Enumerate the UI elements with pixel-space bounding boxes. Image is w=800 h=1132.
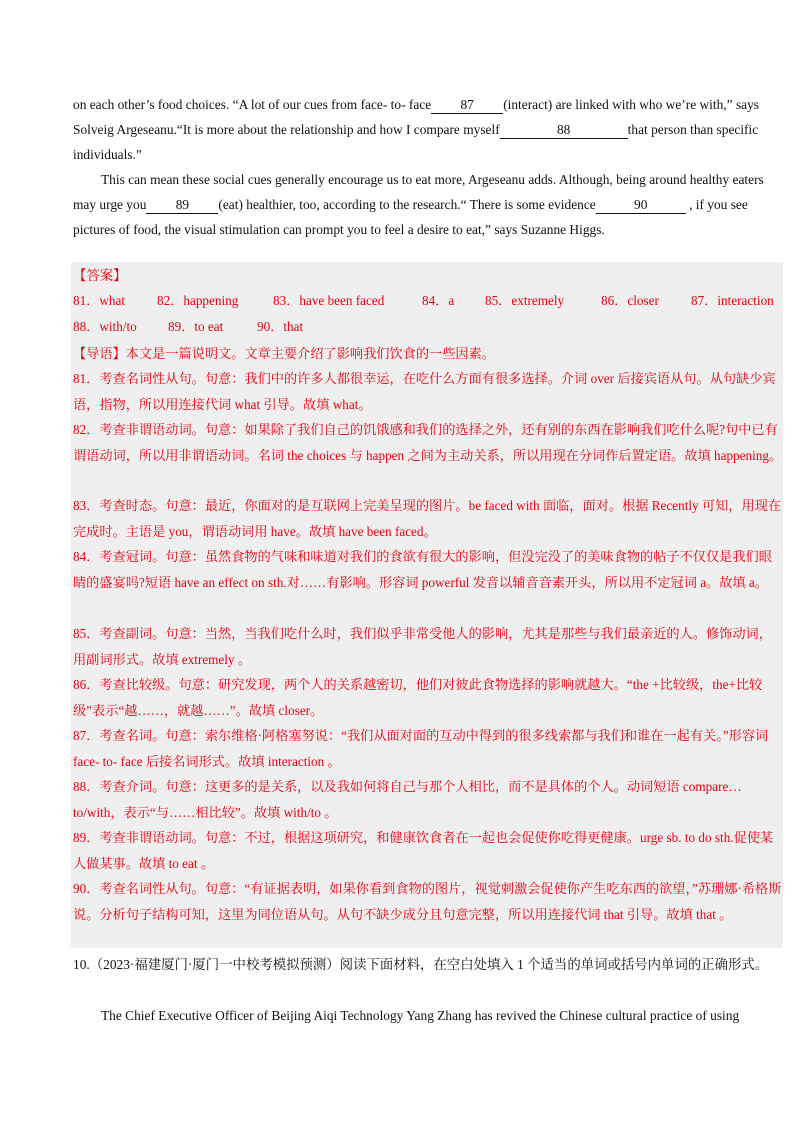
blank-87: 87 — [431, 97, 503, 114]
blank-90: 90 — [596, 197, 686, 214]
passage-text: , if you see pictures of food, the visual stimulation can prompt you to feel a desire to eat,” says Suzanne Higgs. — [73, 197, 748, 237]
question-10-passage: The Chief Executive Officer of Beijing Aiqi Technology Yang Zhang has revived the Chinese cultural practice of using — [101, 1008, 740, 1023]
explanation-88: 88．考查介词。句意：这更多的是关系，以及我如何将自己与那个人相比，而不是具体的个人。动词短语 compare…to/with，表示“与……相比较”。故填 with/to 。 — [73, 779, 742, 820]
passage-text: This can mean these social cues generally encourage us to eat more, Argeseanu adds. Although, being around healthy eaters may urge you — [73, 172, 764, 212]
explanation-86: 86．考查比较级。句意：研究发现，两个人的关系越密切，他们对彼此食物选择的影响就越大。“the +比较级，the+比较级”表示“越……，就越……”。故填 closer。 — [73, 677, 763, 718]
answer-81: 81．what — [73, 293, 126, 308]
passage-text: that person than specific individuals.” — [73, 122, 759, 162]
answer-88: 88．with/to — [73, 319, 137, 334]
explanation-84: 84．考查冠词。句意：虽然食物的气味和味道对我们的食欲有很大的影响，但没完没了的美味食物的帖子不仅仅是我们眼睛的盛宴吗?短语 have an effect on sth.对……有影响。形容词 powerful 发音以辅音音素开头，所以用不定冠词 a。故填 a。 — [73, 549, 772, 590]
explanation-87: 87．考查名词。句意：索尔维格·阿格塞努说：“我们从面对面的互动中得到的很多线索都与我们和谁在一起有关。”形容词 face- to- face 后接名词形式。故填 interaction 。 — [73, 728, 769, 769]
guide-text: 【导语】本文是一篇说明文。文章主要介绍了影响我们饮食的一些因素。 — [73, 346, 495, 361]
explanation-90: 90．考查名词性从句。句意：“有证据表明，如果你看到食物的图片，视觉刺激会促使你产生吃东西的欲望，”苏珊娜·希格斯说。分析句子结构可知，这里为同位语从句。从句不缺少成分且句意完整，所以用连接代词 that 引导。故填 that 。 — [73, 881, 782, 922]
passage-text: (eat) healthier, too, according to the research.“ There is some evidence — [218, 197, 596, 212]
answer-90: 90．that — [257, 319, 304, 334]
answer-86: 86．closer — [601, 293, 659, 308]
explanation-82: 82．考查非谓语动词。句意：如果除了我们自己的饥饿感和我们的选择之外，还有别的东西在影响我们吃什么呢?句中已有谓语动词，所以用非谓语动词。名词 the choices 与 happen 之间为主动关系，所以用现在分词作后置定语。故填 happening。 — [73, 422, 783, 463]
answer-87: 87．interaction — [691, 293, 774, 308]
blank-88: 88 — [500, 122, 628, 139]
answer-83: 83．have been faced — [273, 293, 385, 308]
answer-82: 82．happening — [157, 293, 239, 308]
passage-text: on each other’s food choices. “A lot of our cues from face- to- face — [73, 97, 432, 112]
answer-89: 89．to eat — [168, 319, 224, 334]
explanation-81: 81．考查名词性从句。句意：我们中的许多人都很幸运，在吃什么方面有很多选择。介词 over 后接宾语从句。从句缺少宾语，指物，所以用连接代词 what 引导。故填 what。 — [73, 371, 776, 412]
blank-89: 89 — [146, 197, 218, 214]
explanation-85: 85．考查副词。句意：当然，当我们吃什么时，我们似乎非常受他人的影响，尤其是那些与我们最亲近的人。修饰动词，用副词形式。故填 extremely 。 — [73, 626, 772, 667]
explanation-83: 83．考查时态。句意：最近，你面对的是互联网上完美呈现的图片。be faced with 面临，面对。根据 Recently 可知，用现在完成时。主语是 you，谓语动词用 have。故填 have been faced。 — [73, 498, 782, 539]
answers-row-1 — [73, 288, 785, 314]
passage-text: (interact) are linked with who we’re with,” says Solveig Argeseanu.“It is more about the relationship and how I compare myself — [73, 97, 760, 137]
passage-paragraph-1 — [73, 92, 783, 167]
answers-row-2 — [73, 314, 785, 340]
question-10-header: 10.（2023·福建厦门·厦门一中校考模拟预测）阅读下面材料，在空白处填入 1 个适当的单词或括号内单词的正确形式。 — [73, 957, 769, 972]
answer-84: 84．a — [422, 293, 455, 308]
explanation-89: 89．考查非谓语动词。句意：不过，根据这项研究，和健康饮食者在一起也会促使你吃得更健康。urge sb. to do sth.促使某人做某事。故填 to eat 。 — [73, 830, 774, 871]
answer-label: 【答案】 — [73, 268, 127, 283]
answer-85: 85．extremely — [485, 293, 565, 308]
passage-paragraph-2 — [73, 167, 783, 242]
